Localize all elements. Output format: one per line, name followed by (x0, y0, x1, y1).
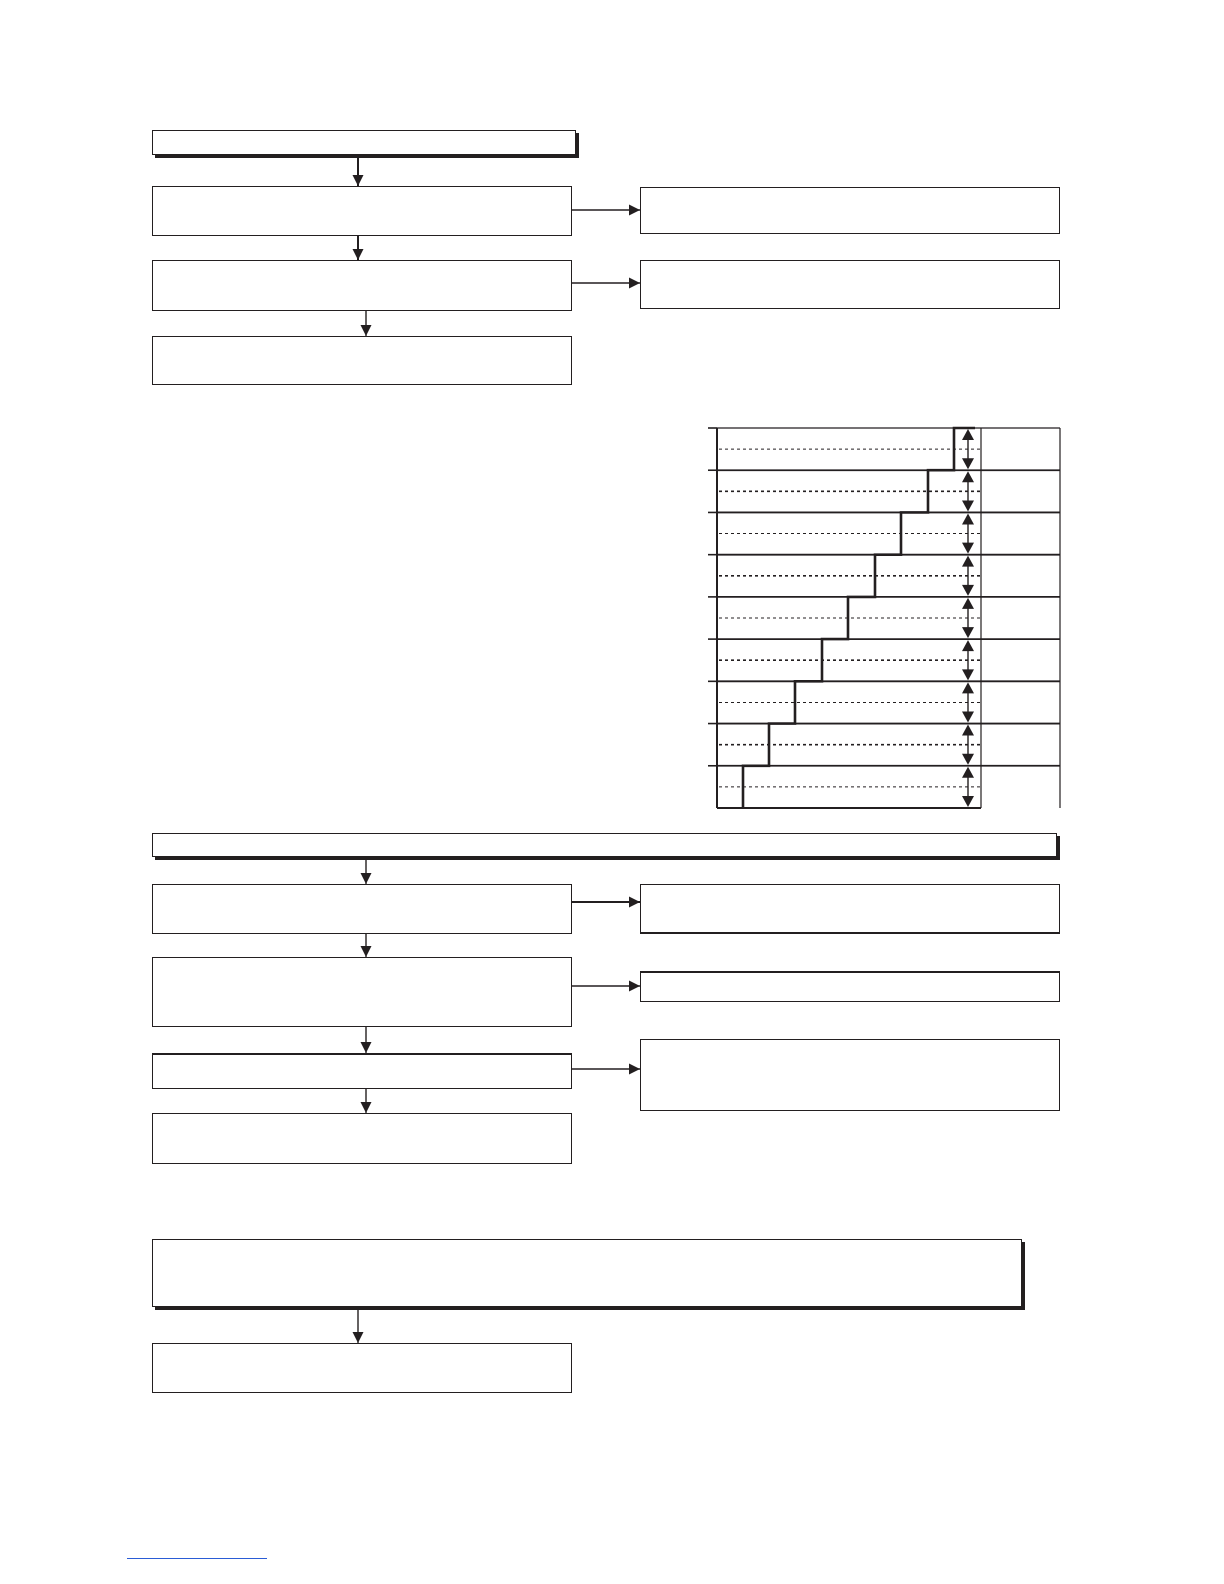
stair-arrowhead-down (962, 585, 974, 596)
stair-arrowhead-up (962, 513, 974, 524)
stair-arrowhead-down (962, 754, 974, 765)
stair-arrowhead-down (962, 543, 974, 554)
stair-arrowhead-down (962, 712, 974, 723)
staircase-diagram (708, 428, 1060, 808)
stair-arrowhead-up (962, 471, 974, 482)
stair-arrowhead-down (962, 627, 974, 638)
stair-arrowhead-up (962, 767, 974, 778)
stair-arrowhead-down (962, 458, 974, 469)
stair-arrowhead-down (962, 796, 974, 807)
stair-arrowhead-up (962, 640, 974, 651)
stair-arrowhead-down (962, 669, 974, 680)
stair-arrowhead-down (962, 500, 974, 511)
stair-arrowhead-up (962, 429, 974, 440)
stair-arrowhead-up (962, 556, 974, 567)
stair-arrowhead-up (962, 725, 974, 736)
stair-arrowhead-up (962, 598, 974, 609)
stair-arrowhead-up (962, 682, 974, 693)
footer-link-underline[interactable] (127, 1558, 267, 1559)
